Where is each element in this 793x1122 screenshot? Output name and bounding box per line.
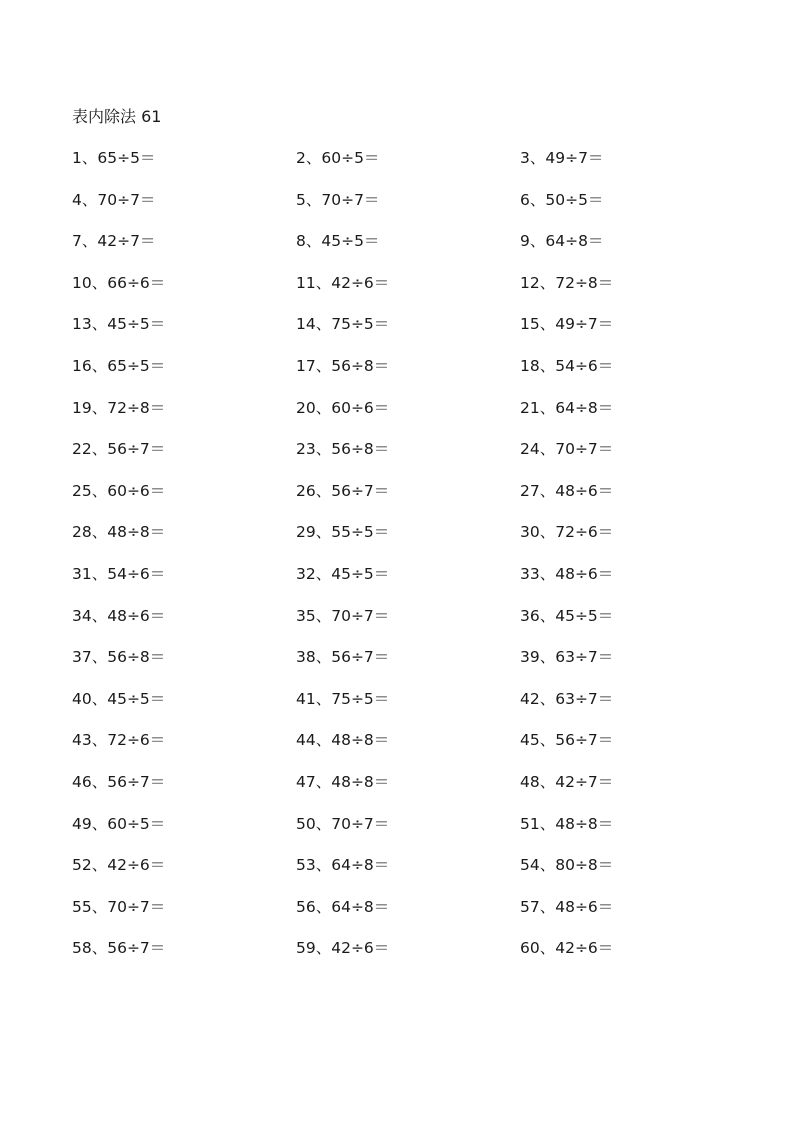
problem-39: 39、63÷7＝ — [520, 648, 614, 667]
problem-24: 24、70÷7＝ — [520, 440, 614, 459]
problem-25: 25、60÷6＝ — [72, 481, 166, 500]
problem-50: 50、70÷7＝ — [296, 814, 390, 833]
problem-11: 11、42÷6＝ — [296, 273, 390, 292]
problem-27: 27、48÷6＝ — [520, 481, 614, 500]
problem-60: 60、42÷6＝ — [520, 939, 614, 958]
problem-23: 23、56÷8＝ — [296, 440, 390, 459]
problem-19: 19、72÷8＝ — [72, 398, 166, 417]
problem-29: 29、55÷5＝ — [296, 523, 390, 542]
problem-26: 26、56÷7＝ — [296, 481, 390, 500]
problem-33: 33、48÷6＝ — [520, 564, 614, 583]
problem-28: 28、48÷8＝ — [72, 523, 166, 542]
problem-34: 34、48÷6＝ — [72, 606, 166, 625]
problem-47: 47、48÷8＝ — [296, 772, 390, 791]
problem-13: 13、45÷5＝ — [72, 315, 166, 334]
problem-20: 20、60÷6＝ — [296, 398, 390, 417]
problem-58: 58、56÷7＝ — [72, 939, 166, 958]
problem-10: 10、66÷6＝ — [72, 273, 166, 292]
problem-8: 8、45÷5＝ — [296, 232, 380, 251]
problem-3: 3、49÷7＝ — [520, 149, 604, 167]
problem-37: 37、56÷8＝ — [72, 648, 166, 667]
problem-40: 40、45÷5＝ — [72, 689, 166, 708]
problem-30: 30、72÷6＝ — [520, 523, 614, 542]
problem-15: 15、49÷7＝ — [520, 315, 614, 334]
problem-18: 18、54÷6＝ — [520, 356, 614, 375]
problem-41: 41、75÷5＝ — [296, 689, 390, 708]
problem-2: 2、60÷5＝ — [296, 149, 380, 167]
problem-52: 52、42÷6＝ — [72, 856, 166, 875]
problem-46: 46、56÷7＝ — [72, 772, 166, 791]
problem-21: 21、64÷8＝ — [520, 398, 614, 417]
problem-16: 16、65÷5＝ — [72, 356, 166, 375]
problem-57: 57、48÷6＝ — [520, 897, 614, 916]
problem-6: 6、50÷5＝ — [520, 190, 604, 209]
problem-45: 45、56÷7＝ — [520, 731, 614, 750]
problem-12: 12、72÷8＝ — [520, 273, 614, 292]
problem-36: 36、45÷5＝ — [520, 606, 614, 625]
problem-56: 56、64÷8＝ — [296, 897, 390, 916]
problem-9: 9、64÷8＝ — [520, 232, 604, 251]
worksheet-title: 表内除法 61 — [72, 107, 162, 126]
problem-49: 49、60÷5＝ — [72, 814, 166, 833]
problem-35: 35、70÷7＝ — [296, 606, 390, 625]
problem-7: 7、42÷7＝ — [72, 232, 156, 251]
problem-55: 55、70÷7＝ — [72, 897, 166, 916]
problem-14: 14、75÷5＝ — [296, 315, 390, 334]
problem-22: 22、56÷7＝ — [72, 440, 166, 459]
problem-31: 31、54÷6＝ — [72, 564, 166, 583]
problem-44: 44、48÷8＝ — [296, 731, 390, 750]
problem-51: 51、48÷8＝ — [520, 814, 614, 833]
problem-38: 38、56÷7＝ — [296, 648, 390, 667]
problem-17: 17、56÷8＝ — [296, 356, 390, 375]
problem-5: 5、70÷7＝ — [296, 190, 380, 209]
problem-32: 32、45÷5＝ — [296, 564, 390, 583]
problem-1: 1、65÷5＝ — [72, 149, 156, 167]
problem-59: 59、42÷6＝ — [296, 939, 390, 958]
problem-43: 43、72÷6＝ — [72, 731, 166, 750]
problem-42: 42、63÷7＝ — [520, 689, 614, 708]
problem-4: 4、70÷7＝ — [72, 190, 156, 209]
problem-grid — [72, 146, 752, 978]
problem-48: 48、42÷7＝ — [520, 772, 614, 791]
problem-53: 53、64÷8＝ — [296, 856, 390, 875]
problem-54: 54、80÷8＝ — [520, 856, 614, 875]
